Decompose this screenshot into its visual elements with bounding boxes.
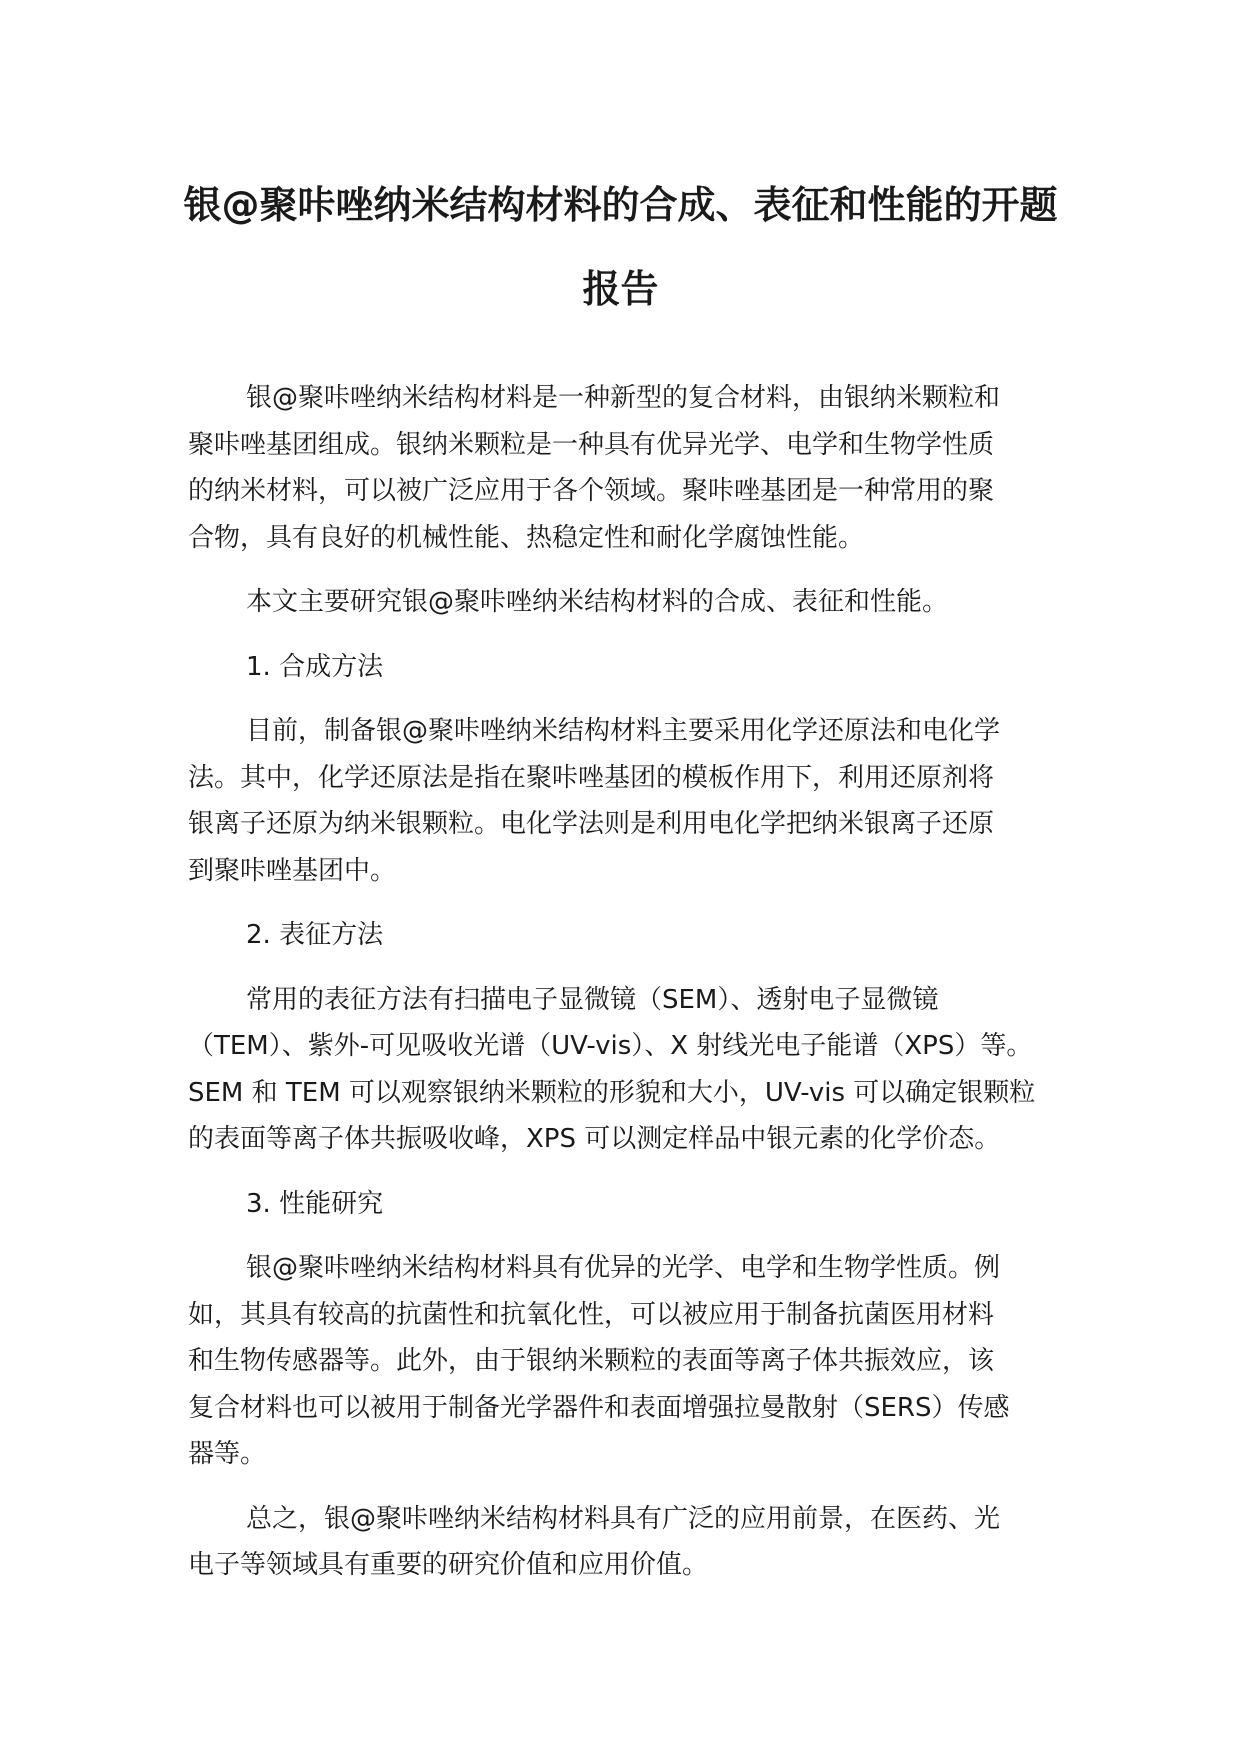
document-body: [188, 375, 1088, 1607]
document-title-line-1: 银@聚咔唑纳米结构材料的合成、表征和性能的开题: [183, 183, 1058, 227]
paragraph-line: 1. 合成方法: [246, 651, 384, 682]
paragraph-line: 聚咔唑基团组成。银纳米颗粒是一种具有优异光学、电学和生物学性质: [188, 429, 995, 460]
paragraph: [188, 912, 1088, 959]
paragraph: [188, 375, 1088, 561]
paragraph-line: 银@聚咔唑纳米结构材料具有优异的光学、电学和生物学性质。例: [246, 1253, 1001, 1283]
paragraph: [188, 644, 1088, 691]
paragraph: [188, 1181, 1088, 1228]
paragraph-line: 复合材料也可以被用于制备光学器件和表面增强拉曼散射（SERS）传感: [188, 1392, 1010, 1423]
paragraph-line: 和生物传感器等。此外，由于银纳米颗粒的表面等离子体共振效应，该: [188, 1346, 995, 1376]
paragraph: [188, 708, 1088, 894]
paragraph-line: 常用的表征方法有扫描电子显微镜（SEM）、透射电子显微镜: [246, 984, 939, 1015]
paragraph-line: 电子等领域具有重要的研究价值和应用价值。: [188, 1550, 709, 1580]
paragraph: [188, 1245, 1088, 1478]
paragraph-line: （TEM）、紫外-可见吸收光谱（UV-vis）、X 射线光电子能谱（XPS）等。: [188, 1031, 1033, 1061]
paragraph-line: 法。其中，化学还原法是指在聚咔唑基团的模板作用下，利用还原剂将: [188, 762, 995, 793]
paragraph-line: 的纳米材料，可以被广泛应用于各个领域。聚咔唑基团是一种常用的聚: [188, 476, 995, 506]
paragraph-line: 总之，银@聚咔唑纳米结构材料具有广泛的应用前景，在医药、光: [246, 1503, 1001, 1534]
paragraph-line: 银离子还原为纳米银颗粒。电化学法则是利用电化学把纳米银离子还原: [188, 809, 995, 839]
paragraph: [188, 977, 1088, 1163]
paragraph-line: 2. 表征方法: [246, 920, 384, 950]
paragraph-line: 合物，具有良好的机械性能、热稳定性和耐化学腐蚀性能。: [188, 522, 865, 553]
paragraph-line: 如，其具有较高的抗菌性和抗氧化性，可以被应用于制备抗菌医用材料: [188, 1299, 995, 1330]
paragraph: [188, 579, 1088, 626]
paragraph-line: 的表面等离子体共振吸收峰，XPS 可以测定样品中银元素的化学价态。: [188, 1124, 1001, 1154]
paragraph-line: SEM 和 TEM 可以观察银纳米颗粒的形貌和大小，UV-vis 可以确定银颗粒: [188, 1077, 1036, 1108]
paragraph-line: 目前，制备银@聚咔唑纳米结构材料主要采用化学还原法和电化学: [246, 716, 1001, 746]
paragraph-line: 到聚咔唑基团中。: [188, 855, 397, 886]
paragraph: [188, 1496, 1088, 1589]
paragraph-line: 器等。: [188, 1439, 267, 1469]
paragraph-line: 3. 性能研究: [246, 1188, 384, 1219]
paragraph-line: 银@聚咔唑纳米结构材料是一种新型的复合材料，由银纳米颗粒和: [246, 383, 1001, 413]
paragraph-line: 本文主要研究银@聚咔唑纳米结构材料的合成、表征和性能。: [246, 587, 949, 617]
document-title-line-2: 报告: [582, 267, 659, 311]
